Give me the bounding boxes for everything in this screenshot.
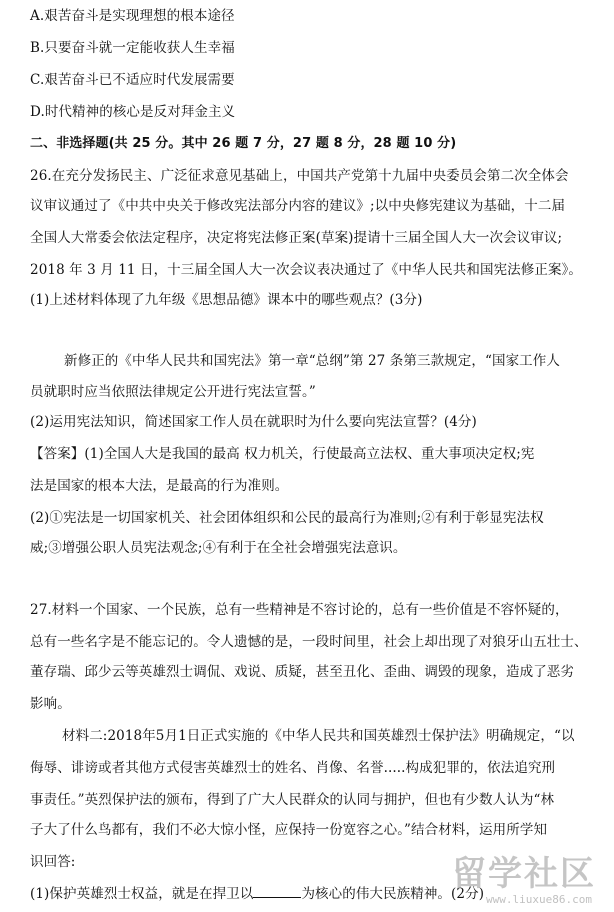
q27-material-line: 27.材料一个国家、一个民族，总有一些精神是不容讨论的，总有一些价值是不容怀疑的， — [30, 602, 569, 618]
option-a: A.艰苦奋斗是实现理想的根本途径 — [30, 8, 235, 24]
q26-sub-question-1: (1)上述材料体现了九年级《思想品德》课本中的哪些观点？(3分) — [30, 292, 423, 308]
q27-material-line: 董存瑞、邱少云等英雄烈士调侃、戏说、质疑，甚至丑化、歪曲、调毁的现象，造成了恶劣 — [30, 664, 574, 680]
watermark-logo — [436, 846, 596, 906]
q26-material-line: 新修正的《中华人民共和国宪法》第一章“总纲”第 27 条第三款规定，“国家工作人 — [64, 353, 560, 369]
q27-material-line: 总有一些名字是不能忘记的。令人遗憾的是，一段时间里，社会上却出现了对狼牙山五壮士、 — [30, 634, 588, 650]
q26-paragraph-line: 2018 年 3 月 11 日，十三届全国人大一次会议表决通过了《中华人民共和国宪法修正案》。 — [30, 262, 583, 278]
q26-paragraph-line: 全国人大常委会依法定程序，决定将宪法修正案(草案)提请十三届全国人大一次会议审议; — [30, 230, 563, 246]
q26-paragraph-line: 议审议通过了《中共中央关于修改宪法部分内容的建议》;以中央修宪建议为基础，十二届 — [30, 198, 566, 214]
q27-material2-line: 事责任。”英烈保护法的颁布，得到了广大人民群众的认同与拥护，但也有少数人认为“林 — [30, 792, 555, 808]
q27-material2-line: 侮辱、诽谤或者其他方式侵害英雄烈士的姓名、肖像、名誉.....构成犯罪的，依法追究刑 — [30, 760, 556, 776]
option-b: B.只要奋斗就一定能收获人生幸福 — [30, 40, 235, 56]
q27-material2-line: 识回答: — [30, 854, 76, 870]
option-c: C.艰苦奋斗已不适应时代发展需要 — [30, 72, 235, 88]
q26-answer-line: 【答案】(1)全国人大是我国的最高 权力机关，行使最高立法权、重大事项决定权;宪 — [30, 446, 535, 462]
q27-material-line: 影响。 — [30, 696, 71, 712]
q27-material2-line: 子大了什么鸟都有，我们不必大惊小怪，应保持一份宽容之心。”结合材料，运用所学知 — [30, 822, 548, 838]
q27-material2-line: 材料二:2018年5月1日正式实施的《中华人民共和国英雄烈士保护法》明确规定，“以 — [62, 728, 575, 744]
q26-material-line: 员就职时应当依照法律规定公开进行宪法宣誓。” — [30, 384, 316, 400]
q27-sub1-prefix: (1)保护英雄烈士权益，就是在捍卫以 — [30, 886, 254, 902]
watermark-text: 留学社区 — [452, 854, 596, 894]
watermark-url: www.liuxue86.com — [486, 893, 592, 906]
q26-paragraph-line: 26.在充分发扬民主、广泛征求意见基础上，中国共产党第十九届中央委员会第二次全体会 — [30, 168, 569, 184]
option-d: D.时代精神的核心是反对拜金主义 — [30, 104, 236, 120]
q26-answer-line: 法是国家的根本大法，是最高的行为准则。 — [30, 478, 289, 494]
section-heading: 二、非选择题(共 25 分。其中 26 题 7 分，27 题 8 分，28 题 10 分) — [30, 136, 457, 151]
q26-answer-line: (2)①宪法是一切国家机关、社会团体组织和公民的最高行为准则;②有利于彰显宪法权 — [30, 510, 544, 526]
q26-sub-question-2: (2)运用宪法知识，简述国家工作人员在就职时为什么要向宪法宣誓？(4分) — [30, 414, 477, 430]
fill-in-blank — [253, 885, 301, 898]
q26-answer-line: 威;③增强公职人员宪法观念;④有利于在全社会增强宪法意识。 — [30, 540, 407, 556]
q27-sub1-suffix: 为核心的伟大民族精神。(2分) — [301, 886, 485, 902]
